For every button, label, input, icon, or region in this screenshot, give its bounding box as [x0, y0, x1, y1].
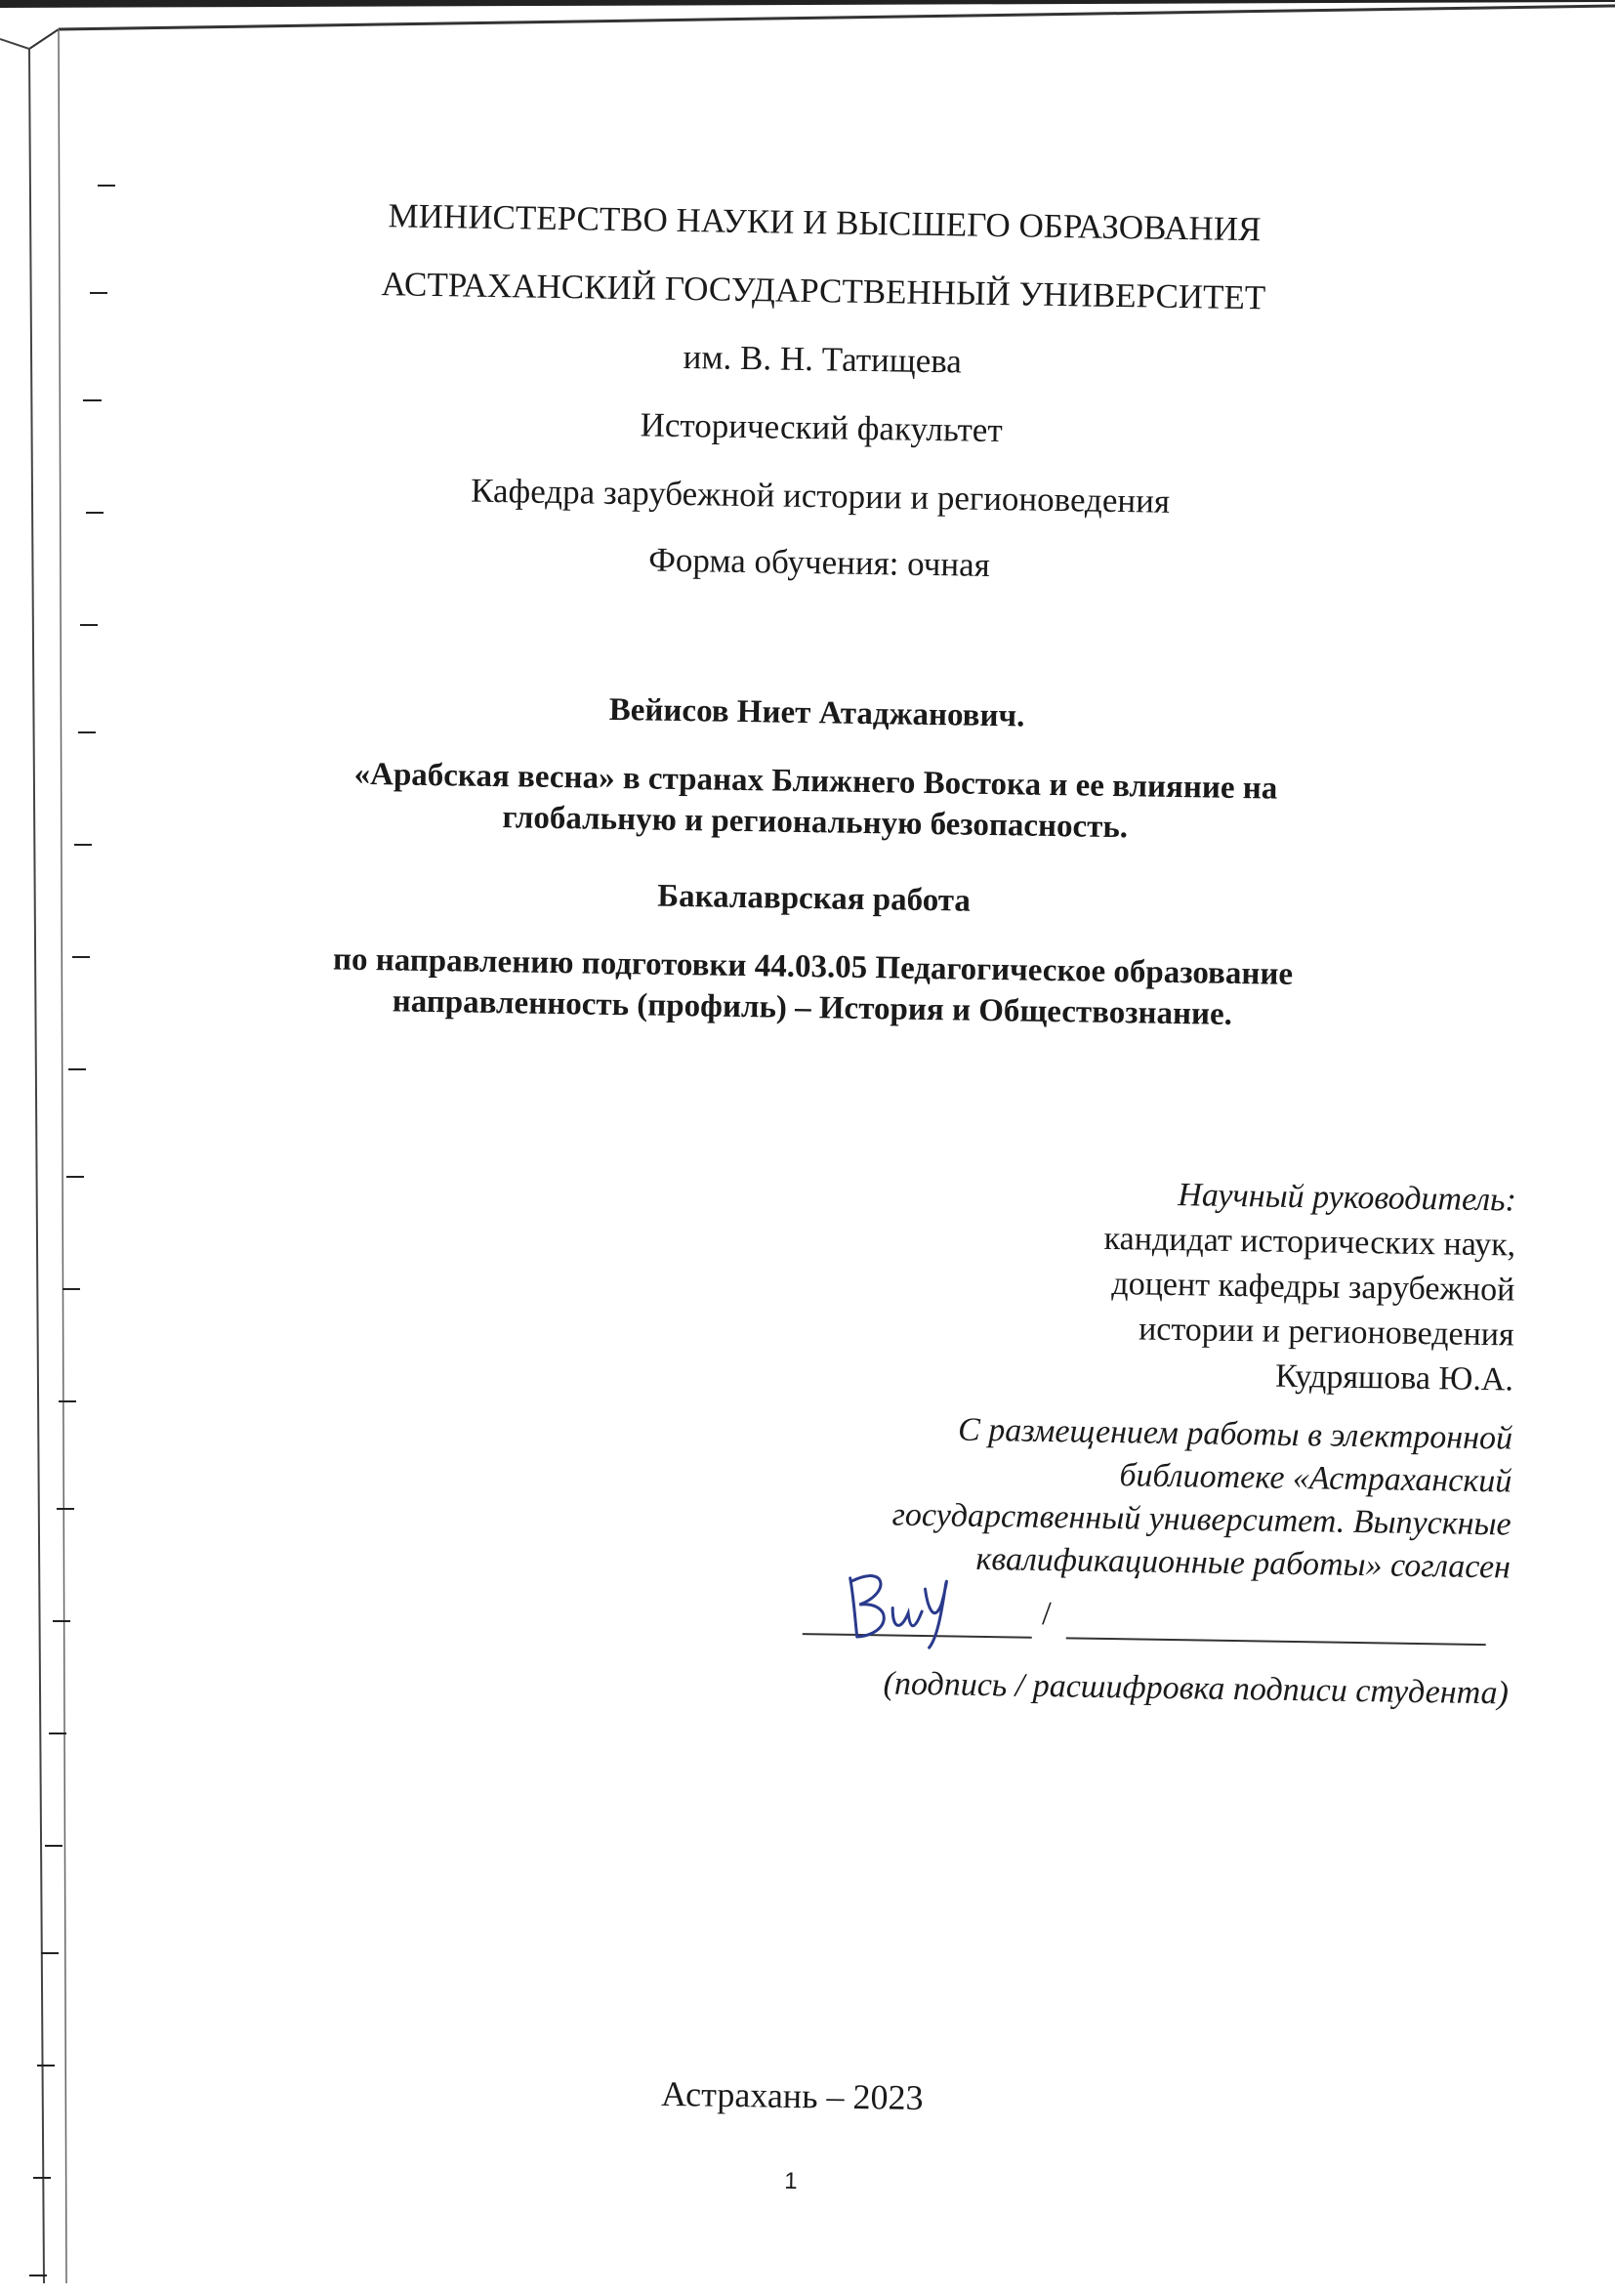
direction-line1: по направлению подготовки 44.03.05 Педагогическое образование — [332, 941, 1294, 992]
faculty-name: Исторический факультет — [640, 405, 1003, 450]
direction-line2: направленность (профиль) – История и Обществознание. — [392, 983, 1233, 1032]
handwritten-signature — [832, 1554, 971, 1653]
signature-decoding-line — [1066, 1637, 1486, 1646]
institution-header — [330, 168, 1313, 613]
page-number: 1 — [784, 2167, 798, 2195]
consent-block — [632, 1403, 1513, 1589]
university-name: АСТРАХАНСКИЙ ГОСУДАРСТВЕННЫЙ УНИВЕРСИТЕТ — [381, 265, 1266, 317]
work-title-line2: глобальную и региональную безопасность. — [502, 800, 1129, 846]
work-info — [323, 676, 1305, 1082]
signature-caption: (подпись / расшифровка подписи студента) — [883, 1665, 1510, 1712]
work-title-line1: «Арабская весна» в странах Ближнего Востока и ее влияние на — [353, 756, 1278, 807]
consent-line2: библиотеке «Астраханский — [1119, 1457, 1512, 1500]
supervisor-name: Кудряшова Ю.А. — [1274, 1357, 1514, 1398]
department-name: Кафедра зарубежной истории и регионоведения — [470, 471, 1171, 521]
ministry-name: МИНИСТЕРСТВО НАУКИ И ВЫСШЕГО ОБРАЗОВАНИЯ — [388, 196, 1262, 249]
work-type: Бакалаврская работа — [657, 878, 972, 919]
consent-line1: С размещением работы в электронной — [957, 1411, 1513, 1457]
consent-line3: государственный университет. Выпускные — [891, 1496, 1511, 1543]
consent-line4: квалификационные работы» согласен — [975, 1540, 1511, 1586]
city-year: Астрахань – 2023 — [660, 2073, 924, 2118]
supervisor-degree: кандидат исторических наук, — [1103, 1220, 1516, 1264]
study-form: Форма обучения: очная — [647, 540, 991, 584]
supervisor-position: доцент кафедры зарубежной — [1111, 1266, 1515, 1309]
university-named-after: им. В. Н. Татищева — [683, 338, 963, 381]
author-name: Вейисов Ниет Атаджанович. — [608, 691, 1025, 734]
supervisor-label: Научный руководитель: — [1178, 1177, 1517, 1219]
signature-slash: / — [1041, 1595, 1052, 1633]
supervisor-department: истории и регионоведения — [1138, 1311, 1514, 1354]
supervisor-block — [635, 1164, 1517, 1402]
